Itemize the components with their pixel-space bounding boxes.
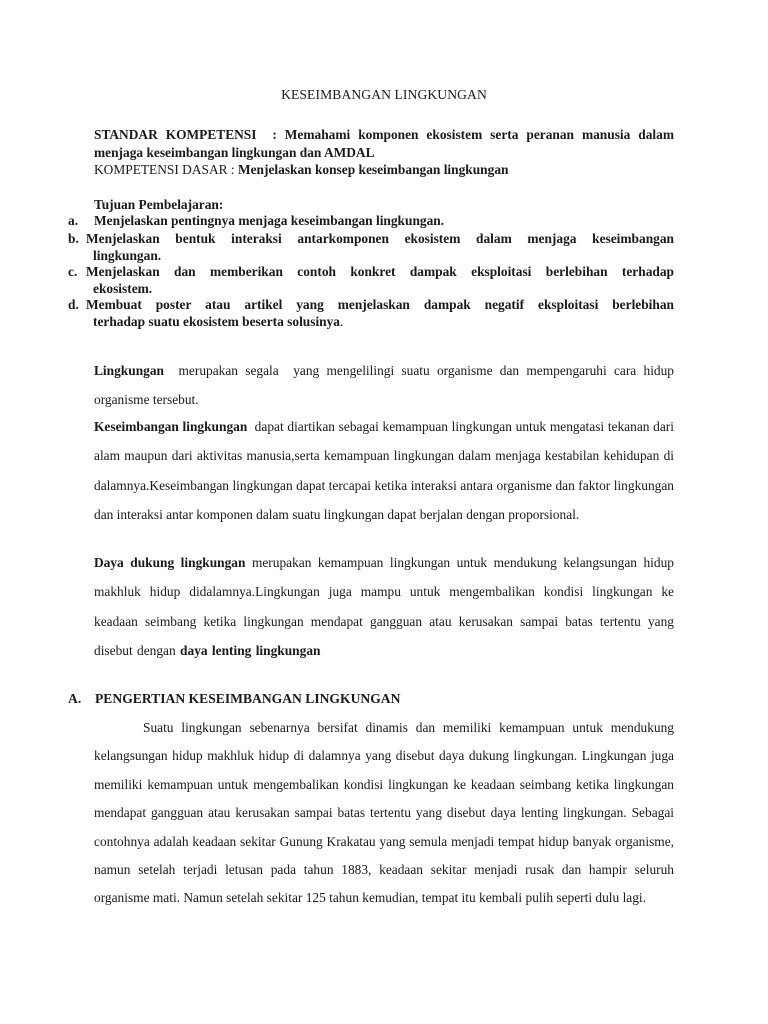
- objective-text-cont: ekosistem.: [93, 280, 153, 296]
- term-lingkungan: Lingkungan: [94, 363, 164, 378]
- objective-letter: a.: [68, 213, 85, 228]
- objective-text-cont-end: .: [340, 313, 344, 329]
- standar-label: STANDAR KOMPETENSI: [94, 127, 257, 142]
- objective-text: Menjelaskan dan memberikan contoh konkret dampak eksploitasi berlebihan terhadap: [86, 264, 674, 279]
- objective-letter: b.: [68, 231, 83, 246]
- objective-b: [68, 231, 674, 265]
- objective-text: Menjelaskan bentuk interaksi antarkomponen ekosistem dalam menjaga keseimbangan: [86, 231, 674, 246]
- objective-text: Menjelaskan pentingnya menjaga keseimbangan lingkungan.: [94, 213, 445, 228]
- objective-a: [68, 213, 674, 230]
- term-daya-dukung: Daya dukung lingkungan: [94, 555, 246, 570]
- term-daya-lenting: daya lenting lingkungan: [180, 643, 321, 659]
- objective-letter: d.: [68, 297, 83, 312]
- section-text: Suatu lingkungan sebenarnya bersifat dinamis dan memiliki kemampuan untuk mendukung kelangsungan hidup makhluk hidup di dalamnya yang disebut daya dukung lingkungan. Lingkungan juga memiliki kemampuan untuk mengembalikan kondisi lingkungan ke keadaan seimbang ketika lingkungan mendapat gangguan atau kerusakan sampai batas tertentu yang disebut daya lenting lingkungan. Sebagai contohnya adalah keadaan sekitar Gunung Krakatau yang semula menjadi tempat hidup banyak organisme, namun setelah terjadi letusan pada tahun 1883, keadaan sekitar menjadi rusak dan hampir seluruh organisme mati. Namun setelah sekitar 125 tahun kemudian, tempat itu kembali pulih seperti dulu lagi.: [94, 720, 674, 906]
- paragraph-keseimbangan: [94, 412, 678, 530]
- objective-text-cont-main: terhadap suatu ekosistem beserta solusinya: [93, 313, 341, 329]
- objective-letter: c.: [68, 264, 81, 279]
- objective-text-cont: [68, 314, 674, 331]
- section-paragraph: [94, 714, 674, 913]
- standar-text: Memahami komponen ekosistem serta peranan manusia dalam menjaga keseimbangan lingkungan dan AMDAL: [94, 127, 674, 160]
- section-title: PENGERTIAN KESEIMBANGAN LINGKUNGAN: [95, 691, 401, 706]
- paragraph-daya-dukung: [94, 548, 674, 666]
- kd-text: Menjelaskan konsep keseimbangan lingkungan: [237, 162, 509, 177]
- section-heading: [68, 691, 400, 707]
- page-title: KESEIMBANGAN LINGKUNGAN: [281, 87, 487, 102]
- objective-d: [68, 297, 674, 331]
- paragraph-text: dapat diartikan sebagai kemampuan lingkungan untuk mengatasi tekanan dari alam maupun dari aktivitas manusia,serta kemampuan lingkungan dalam menjaga kestabilan kehidupan di dalamnya.Keseimbangan lingkungan dapat tercapai ketika interaksi antara organisme dan faktor lingkungan dan interaksi antar komponen dalam suatu lingkungan dapat berjalan dengan proporsional.: [94, 419, 678, 523]
- objective-text: Membuat poster atau artikel yang menjelaskan dampak negatif eksploitasi berlebihan: [86, 297, 674, 312]
- standar-kompetensi: [94, 126, 674, 161]
- kompetensi-dasar: [94, 161, 674, 179]
- paragraph-lingkungan: [94, 356, 678, 415]
- objective-c: [68, 264, 674, 298]
- paragraph-text: merupakan segala yang mengelilingi suatu organisme dan mempengaruhi cara hidup organisme tersebut.: [94, 363, 678, 408]
- tujuan-label: Tujuan Pembelajaran:: [94, 197, 224, 212]
- kd-label: KOMPETENSI DASAR: [94, 162, 228, 177]
- term-keseimbangan: Keseimbangan lingkungan: [94, 419, 248, 434]
- standar-sep: :: [256, 127, 285, 142]
- section-letter: A.: [68, 691, 82, 706]
- objective-text-cont: lingkungan.: [93, 247, 162, 263]
- kd-sep: :: [227, 162, 238, 177]
- paragraph-text: merupakan kemampuan lingkungan untuk mendukung kelangsungan hidup makhluk hidup didalamnya.Lingkungan juga mampu untuk mengembalikan kondisi lingkungan ke keadaan seimbang ketika lingkungan mendapat gangguan atau kerusakan sampai batas tertentu yang disebut dengan: [94, 555, 674, 659]
